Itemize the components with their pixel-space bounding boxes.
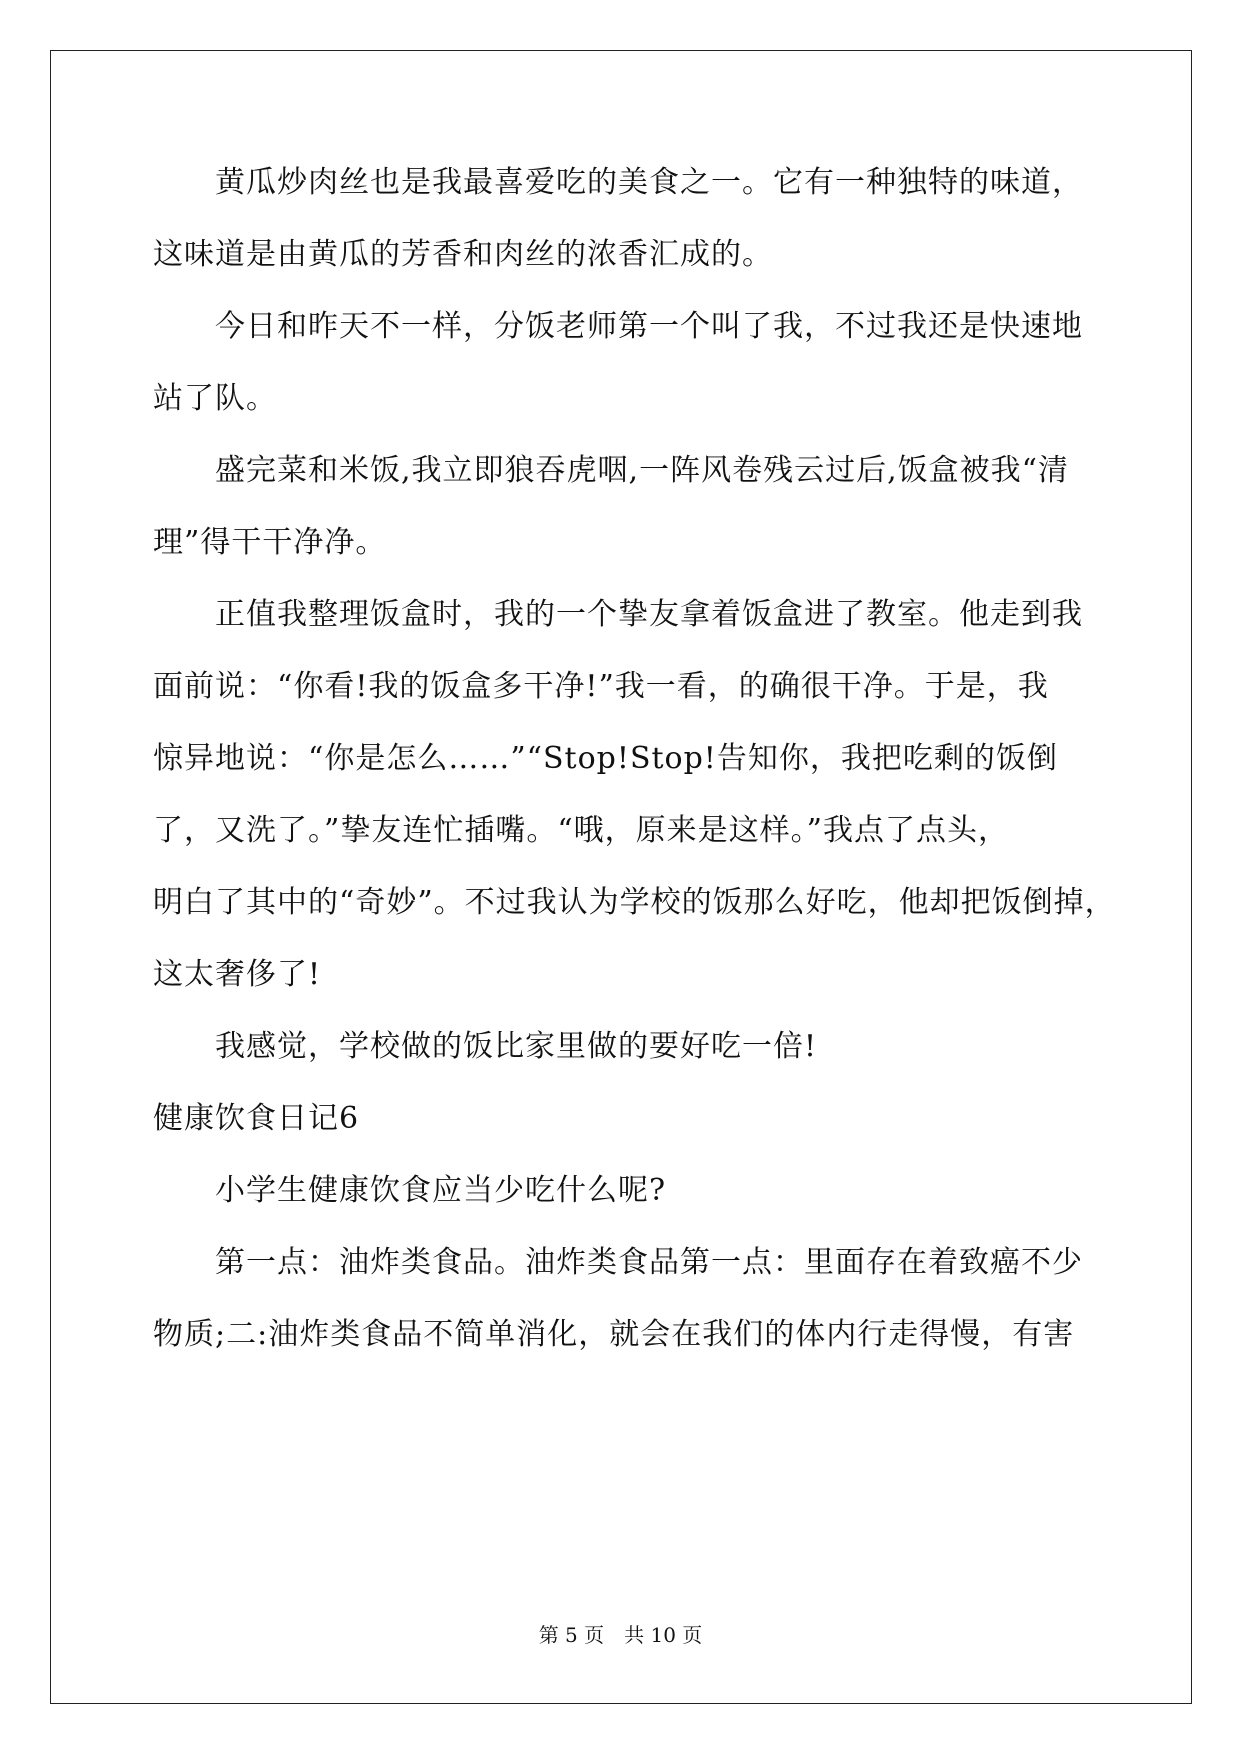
paragraph-line: 这太奢侈了!	[153, 957, 322, 992]
paragraph-line: 物质;二:油炸类食品不简单消化，就会在我们的体内行走得慢，有害	[153, 1317, 1075, 1352]
paragraph-line: 小学生健康饮食应当少吃什么呢?	[215, 1173, 667, 1208]
paragraph-line: 第一点：油炸类食品。油炸类食品第一点：里面存在着致癌不少	[215, 1245, 1083, 1280]
page-border	[50, 50, 1192, 1704]
paragraph-line: 这味道是由黄瓜的芳香和肉丝的浓香汇成的。	[153, 237, 773, 272]
paragraph-line: 惊异地说：“你是怎么……”“Stop!Stop!告知你，我把吃剩的饭倒	[153, 741, 1058, 776]
paragraph-line: 明白了其中的“奇妙”。不过我认为学校的饭那么好吃，他却把饭倒掉，	[153, 885, 1116, 920]
paragraph-line: 今日和昨天不一样，分饭老师第一个叫了我，不过我还是快速地	[215, 309, 1083, 344]
paragraph-line: 面前说：“你看!我的饭盒多干净!”我一看，的确很干净。于是，我	[153, 669, 1049, 704]
section-heading: 健康饮食日记6	[153, 1101, 360, 1136]
paragraph-line: 我感觉，学校做的饭比家里做的要好吃一倍!	[215, 1029, 818, 1064]
paragraph-line: 站了队。	[153, 381, 277, 416]
paragraph-line: 理”得干干净净。	[153, 525, 387, 560]
paragraph-line: 了，又洗了。”挚友连忙插嘴。“哦，原来是这样。”我点了点头，	[153, 813, 1010, 848]
page-number-footer: 第 5 页 共 10 页	[538, 1623, 703, 1647]
paragraph-line: 盛完菜和米饭,我立即狼吞虎咽,一阵风卷残云过后,饭盒被我“清	[215, 453, 1069, 488]
paragraph-line: 正值我整理饭盒时，我的一个挚友拿着饭盒进了教室。他走到我	[215, 597, 1083, 632]
paragraph-line: 黄瓜炒肉丝也是我最喜爱吃的美食之一。它有一种独特的味道，	[215, 165, 1083, 200]
